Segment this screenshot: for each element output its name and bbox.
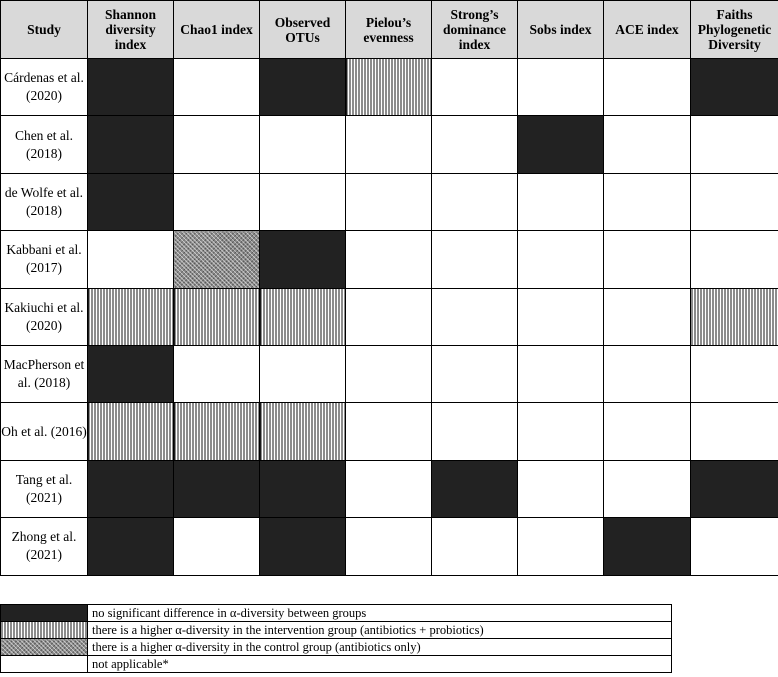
result-cell-none — [691, 173, 778, 230]
result-cell-higher-ctrl — [174, 231, 260, 288]
result-cell-none — [260, 173, 346, 230]
table-row — [1, 518, 778, 575]
result-cell-none — [604, 59, 691, 116]
result-cell-nsd — [260, 518, 346, 575]
legend-swatch-nsd — [1, 605, 88, 622]
result-cell-nsd — [88, 460, 174, 517]
table-row — [1, 288, 778, 345]
result-cell-nsd — [88, 345, 174, 402]
result-cell-none — [604, 288, 691, 345]
table-row — [1, 460, 778, 517]
result-cell-higher-int — [174, 403, 260, 460]
result-cell-none — [691, 518, 778, 575]
result-cell-none — [518, 518, 604, 575]
legend-row — [1, 639, 672, 656]
study-cell: Kakiuchi et al. (2020) — [1, 288, 88, 345]
result-cell-none — [432, 59, 518, 116]
result-cell-none — [260, 345, 346, 402]
result-cell-nsd — [260, 460, 346, 517]
table-row — [1, 59, 778, 116]
result-cell-none — [174, 116, 260, 173]
result-cell-none — [346, 173, 432, 230]
legend-row — [1, 605, 672, 622]
result-cell-none — [346, 460, 432, 517]
result-cell-none — [604, 173, 691, 230]
result-cell-nsd — [88, 59, 174, 116]
column-header: ACE index — [604, 1, 691, 59]
result-cell-none — [432, 116, 518, 173]
table-row — [1, 345, 778, 402]
result-cell-none — [691, 116, 778, 173]
result-cell-nsd — [518, 116, 604, 173]
legend-swatch-none — [1, 656, 88, 673]
result-cell-none — [346, 345, 432, 402]
result-cell-nsd — [260, 59, 346, 116]
column-header: Pielou’s evenness — [346, 1, 432, 59]
study-cell: Tang et al. (2021) — [1, 460, 88, 517]
result-cell-none — [518, 173, 604, 230]
result-cell-higher-int — [88, 403, 174, 460]
study-cell: Kabbani et al. (2017) — [1, 231, 88, 288]
study-cell: de Wolfe et al. (2018) — [1, 173, 88, 230]
result-cell-none — [691, 403, 778, 460]
legend-body — [1, 605, 672, 673]
result-cell-none — [691, 345, 778, 402]
legend-label: there is a higher α-diversity in the control group (antibiotics only) — [88, 639, 672, 656]
column-header: Strong’s dominance index — [432, 1, 518, 59]
result-cell-nsd — [88, 518, 174, 575]
table-row — [1, 173, 778, 230]
header-row — [1, 1, 778, 59]
column-header: Sobs index — [518, 1, 604, 59]
legend-label: there is a higher α-diversity in the intervention group (antibiotics + probiotics) — [88, 622, 672, 639]
result-cell-higher-int — [174, 288, 260, 345]
result-cell-nsd — [691, 59, 778, 116]
result-cell-none — [432, 173, 518, 230]
result-cell-none — [604, 403, 691, 460]
study-cell: Chen et al. (2018) — [1, 116, 88, 173]
table-row — [1, 116, 778, 173]
result-cell-none — [174, 173, 260, 230]
table-row — [1, 403, 778, 460]
table-row — [1, 231, 778, 288]
result-cell-none — [604, 345, 691, 402]
result-cell-none — [518, 288, 604, 345]
legend-row — [1, 622, 672, 639]
result-cell-none — [432, 345, 518, 402]
result-cell-none — [432, 288, 518, 345]
result-cell-higher-int — [346, 59, 432, 116]
result-cell-higher-int — [260, 403, 346, 460]
result-cell-nsd — [88, 116, 174, 173]
result-cell-none — [88, 231, 174, 288]
result-cell-none — [174, 518, 260, 575]
result-cell-nsd — [88, 173, 174, 230]
legend-swatch-higher-int — [1, 622, 88, 639]
legend-swatch-higher-ctrl — [1, 639, 88, 656]
result-cell-nsd — [691, 460, 778, 517]
result-cell-none — [346, 231, 432, 288]
result-cell-none — [518, 345, 604, 402]
result-cell-none — [432, 231, 518, 288]
result-cell-nsd — [260, 231, 346, 288]
legend-label: not applicable* — [88, 656, 672, 673]
result-cell-higher-int — [260, 288, 346, 345]
column-header: Observed OTUs — [260, 1, 346, 59]
result-cell-none — [346, 518, 432, 575]
result-cell-none — [174, 345, 260, 402]
result-cell-none — [432, 518, 518, 575]
study-cell: Cárdenas et al. (2020) — [1, 59, 88, 116]
table-body — [1, 59, 778, 576]
result-cell-higher-int — [691, 288, 778, 345]
result-cell-nsd — [604, 518, 691, 575]
result-cell-none — [518, 403, 604, 460]
result-cell-none — [432, 403, 518, 460]
column-header-study: Study — [1, 1, 88, 59]
result-cell-higher-int — [88, 288, 174, 345]
result-cell-none — [346, 116, 432, 173]
column-header: Chao1 index — [174, 1, 260, 59]
result-cell-nsd — [174, 460, 260, 517]
result-cell-none — [518, 460, 604, 517]
legend-table — [0, 604, 672, 673]
column-header: Faiths Phylogenetic Diversity — [691, 1, 778, 59]
result-cell-none — [346, 403, 432, 460]
result-cell-none — [174, 59, 260, 116]
result-cell-none — [604, 116, 691, 173]
result-cell-none — [604, 460, 691, 517]
result-cell-none — [346, 288, 432, 345]
result-cell-none — [518, 59, 604, 116]
study-cell: MacPherson et al. (2018) — [1, 345, 88, 402]
result-cell-none — [604, 231, 691, 288]
legend-row — [1, 656, 672, 673]
result-cell-none — [691, 231, 778, 288]
study-cell: Zhong et al. (2021) — [1, 518, 88, 575]
result-cell-none — [518, 231, 604, 288]
column-header: Shannon diversity index — [88, 1, 174, 59]
legend-label: no significant difference in α-diversity between groups — [88, 605, 672, 622]
study-cell: Oh et al. (2016) — [1, 403, 88, 460]
result-cell-none — [260, 116, 346, 173]
result-cell-nsd — [432, 460, 518, 517]
